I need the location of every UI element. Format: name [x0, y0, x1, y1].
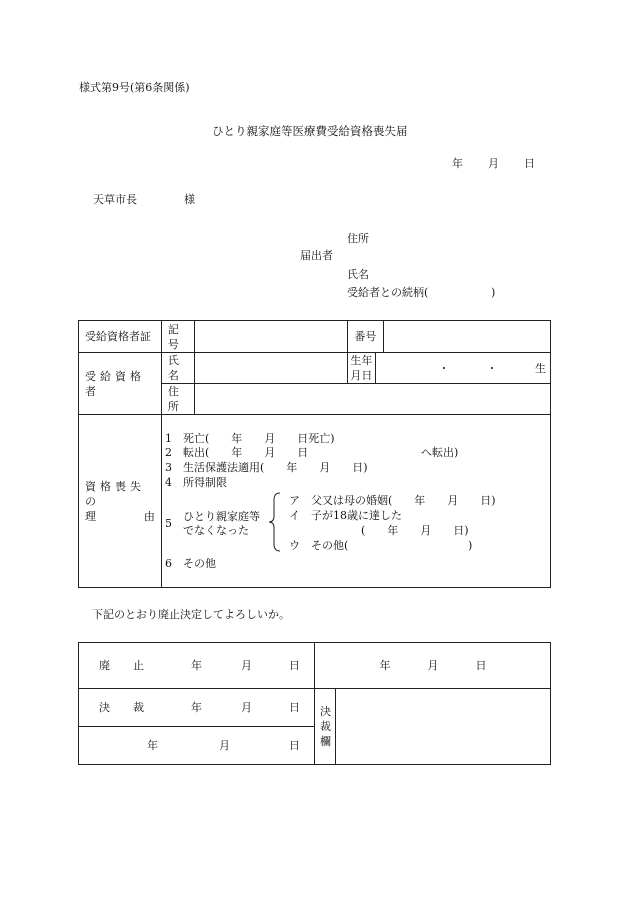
holder-label: 受給資格者 [79, 353, 162, 415]
reason-5a[interactable]: ア 父又は母の婚姻( 年 月 日) [289, 494, 496, 507]
applicant-relation-close: ) [491, 286, 496, 299]
abolish-label: 廃 止 [99, 659, 150, 672]
date-day: 日 [524, 157, 535, 170]
brace-icon [268, 492, 282, 552]
reason-5-line-2: でなくなった [183, 524, 249, 537]
column-label-1: 決 [319, 705, 331, 718]
symbol-field[interactable] [194, 321, 348, 353]
form-number: 様式第9号(第6条関係) [79, 81, 190, 94]
abolish-day: 日 [289, 659, 300, 672]
approval-note: 下記のとおり廃止決定してよろしいか。 [92, 608, 290, 621]
cert-label: 受給資格者証 [79, 321, 162, 353]
decision-date-row [79, 727, 315, 765]
reason-6[interactable]: 6 その他 [165, 557, 216, 570]
reason-label-2: 理 [85, 509, 96, 523]
abolish-year: 年 [191, 659, 202, 672]
applicant-address-label: 住所 [347, 232, 369, 245]
symbol-label: 記号 [161, 321, 194, 353]
decision-date-day: 日 [289, 739, 300, 752]
birth-dot-2: ・ [486, 361, 498, 375]
birth-label-1: 生年 [350, 354, 373, 367]
holder-address-field[interactable] [194, 384, 550, 415]
form-title: ひとり親家庭等医療費受給資格喪失届 [212, 124, 408, 138]
reason-2[interactable]: 2 転出( 年 月 日 [165, 446, 309, 459]
reason-3[interactable]: 3 生活保護法適用( 年 月 日) [165, 461, 368, 474]
reason-4[interactable]: 4 所得制限 [165, 476, 227, 489]
birth-dot-1: ・ [438, 361, 450, 375]
addressee-name: 天草市長 [93, 193, 137, 206]
column-label-2: 裁 [319, 720, 331, 733]
holder-name-label: 氏名 [161, 353, 194, 384]
applicant-label: 届出者 [300, 249, 333, 262]
decision-column-field[interactable] [336, 689, 551, 765]
reason-5b[interactable]: イ 子が18歳に達した [289, 509, 402, 522]
reason-5c[interactable]: ウ その他( [289, 539, 349, 552]
reason-5b-date: ( 年 月 日) [361, 524, 469, 537]
abolish-field-year: 年 [379, 659, 391, 672]
reason-1[interactable]: 1 死亡( 年 月 日死亡) [165, 432, 335, 445]
reason-2-end: へ転出) [421, 446, 459, 459]
approval-table [78, 642, 551, 765]
birth-suffix: 生 [535, 361, 546, 375]
decision-date-year: 年 [147, 739, 158, 752]
number-field[interactable] [384, 321, 551, 353]
birth-field[interactable] [376, 353, 551, 384]
abolish-field-day: 日 [475, 659, 487, 672]
abolish-row [79, 643, 315, 689]
addressee-honorific: 様 [184, 193, 195, 206]
decision-label: 決 裁 [99, 701, 150, 714]
reason-5c-close: ) [468, 539, 473, 552]
column-label-3: 欄 [319, 735, 331, 748]
birth-label-2: 月日 [350, 369, 373, 382]
reason-label [79, 415, 162, 588]
decision-date-month: 月 [219, 739, 230, 752]
applicant-name-label: 氏名 [347, 268, 369, 281]
abolish-date-field[interactable] [315, 643, 551, 689]
holder-name-field[interactable] [194, 353, 348, 384]
holder-address-label: 住所 [161, 384, 194, 415]
decision-day: 日 [289, 701, 300, 714]
reason-label-3: 由 [143, 509, 155, 523]
abolish-field-month: 月 [427, 659, 439, 672]
applicant-relation-label: 受給者との続柄( [347, 286, 429, 299]
decision-month: 月 [241, 701, 252, 714]
date-month: 月 [488, 157, 499, 170]
birth-label [348, 353, 376, 384]
decision-row [79, 689, 315, 727]
reason-label-1: 資格喪失の [85, 479, 145, 508]
date-year: 年 [452, 157, 463, 170]
column-label [315, 689, 336, 765]
abolish-month: 月 [241, 659, 252, 672]
reason-5-number[interactable]: 5 [165, 517, 172, 530]
number-label: 番号 [348, 321, 384, 353]
reason-5-line-1: ひとり親家庭等 [183, 510, 260, 523]
decision-year: 年 [191, 701, 202, 714]
